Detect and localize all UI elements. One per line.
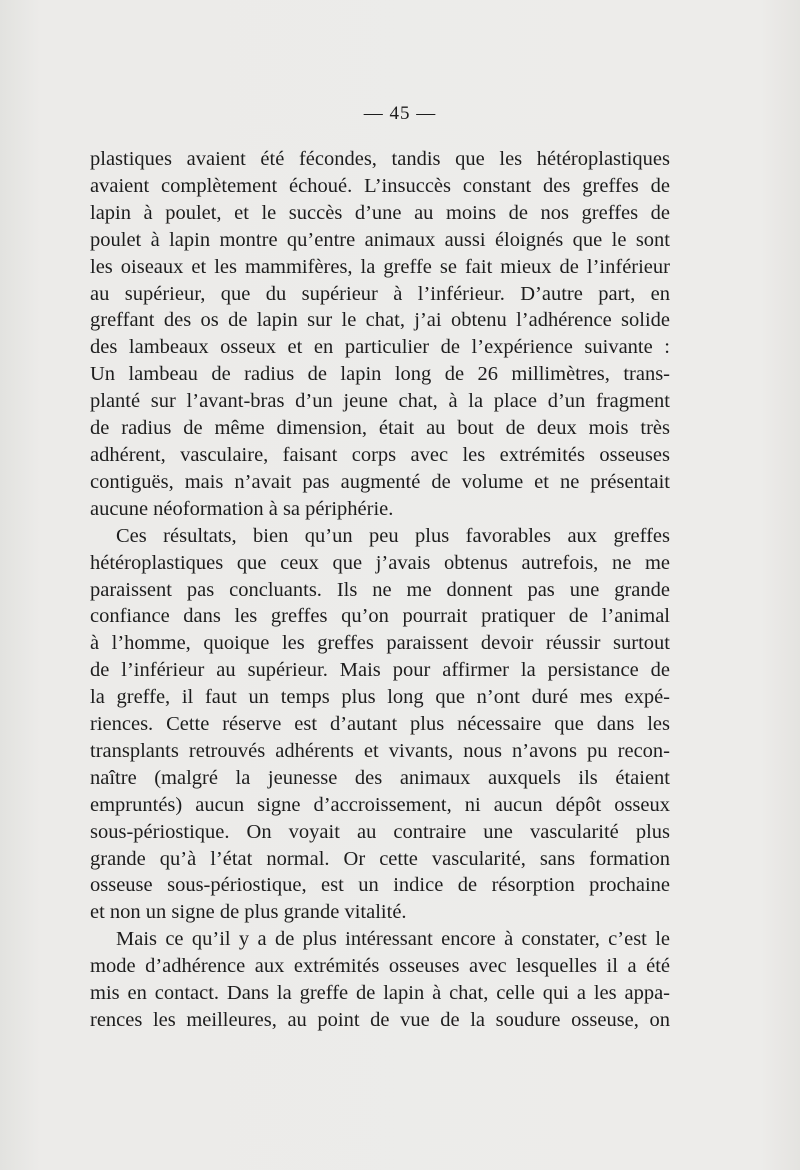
text-line: confiance dans les greffes qu’on pourrait pratiquer de l’animal — [90, 605, 670, 628]
text-line: avaient complètement échoué. L’insuccès constant des greffes de — [90, 174, 670, 197]
paragraph-2 — [90, 523, 670, 927]
text-line: poulet à lapin montre qu’entre animaux aussi éloignés que le sont — [90, 228, 670, 251]
text-line: adhérent, vasculaire, faisant corps avec les extrémités osseuses — [90, 443, 670, 466]
text-line: contiguës, mais n’avait pas augmenté de volume et ne présentait — [90, 470, 670, 493]
text-line: Mais ce qu’il y a de plus intéressant encore à constater, c’est le — [116, 928, 670, 951]
text-line: des lambeaux osseux et en particulier de l’expérience suivante : — [90, 336, 670, 359]
text-line: empruntés) aucun signe d’accroissement, ni aucun dépôt osseux — [90, 793, 670, 816]
text-line: de radius de même dimension, était au bout de deux mois très — [90, 417, 670, 440]
paragraph-3 — [90, 926, 670, 1034]
text-line: naître (malgré la jeunesse des animaux auxquels ils étaient — [90, 766, 670, 789]
text-line: de l’inférieur au supérieur. Mais pour affirmer la persistance de — [90, 659, 670, 682]
text-line: Un lambeau de radius de lapin long de 26 millimètres, trans- — [90, 363, 670, 386]
text-line: osseuse sous-périostique, est un indice de résorption prochaine — [90, 874, 670, 897]
text-line: la greffe, il faut un temps plus long que n’ont duré mes expé- — [90, 686, 670, 709]
text-line: mode d’adhérence aux extrémités osseuses avec lesquelles il a été — [90, 955, 670, 978]
body-text — [90, 146, 670, 1034]
text-line: sous-périostique. On voyait au contraire une vascularité plus — [90, 820, 670, 843]
text-line: rences les meilleures, au point de vue de la soudure osseuse, on — [90, 1009, 670, 1031]
text-line: les oiseaux et les mammifères, la greffe se fait mieux de l’inférieur — [90, 255, 670, 278]
text-line: aucune néoformation à sa périphérie. — [90, 497, 394, 520]
text-line: planté sur l’avant-bras d’un jeune chat, à la place d’un fragment — [90, 390, 670, 413]
text-line: hétéroplastiques que ceux que j’avais obtenus autrefois, ne me — [90, 551, 670, 574]
text-line: et non un signe de plus grande vitalité. — [90, 901, 407, 924]
text-line: plastiques avaient été fécondes, tandis que les hétéroplastiques — [90, 148, 670, 170]
text-line: paraissent pas concluants. Ils ne me donnent pas une grande — [90, 578, 670, 601]
text-line: greffant des os de lapin sur le chat, j’ai obtenu l’adhérence solide — [90, 309, 670, 332]
text-line: grande qu’à l’état normal. Or cette vascularité, sans formation — [90, 847, 670, 870]
text-line: riences. Cette réserve est d’autant plus nécessaire que dans les — [90, 713, 670, 736]
text-line: transplants retrouvés adhérents et vivants, nous n’avons pu recon- — [90, 739, 670, 762]
page-number: — 45 — — [363, 103, 437, 124]
text-line: au supérieur, que du supérieur à l’inférieur. D’autre part, en — [90, 282, 670, 305]
text-line: à l’homme, quoique les greffes paraissent devoir réussir surtout — [90, 632, 670, 655]
text-line: Ces résultats, bien qu’un peu plus favorables aux greffes — [116, 524, 670, 547]
paragraph-1 — [90, 146, 670, 523]
text-line: mis en contact. Dans la greffe de lapin à chat, celle qui a les appa- — [90, 982, 670, 1005]
text-line: lapin à poulet, et le succès d’une au moins de nos greffes de — [90, 201, 670, 224]
